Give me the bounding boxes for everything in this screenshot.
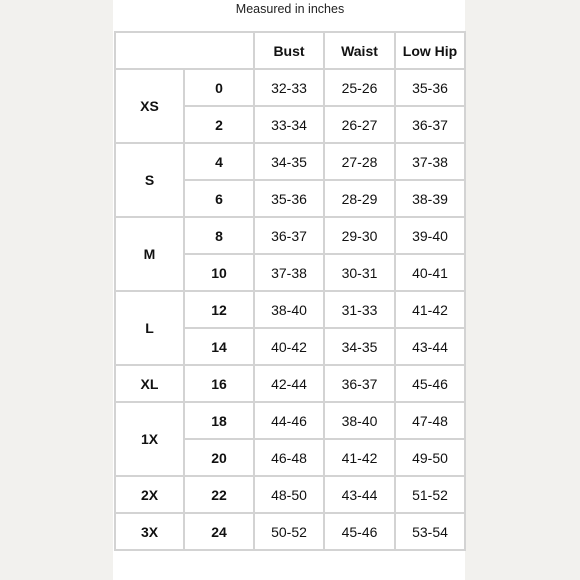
waist-cell: 26-27	[324, 106, 395, 143]
waist-cell: 43-44	[324, 476, 395, 513]
numeric-size-cell: 24	[184, 513, 254, 550]
bust-cell: 34-35	[254, 143, 324, 180]
table-row	[115, 402, 465, 439]
bust-cell: 37-38	[254, 254, 324, 291]
bust-cell: 38-40	[254, 291, 324, 328]
bust-cell: 33-34	[254, 106, 324, 143]
bust-cell: 32-33	[254, 69, 324, 106]
low-hip-cell: 36-37	[395, 106, 465, 143]
numeric-size-cell: 14	[184, 328, 254, 365]
waist-cell: 45-46	[324, 513, 395, 550]
table-row	[115, 365, 465, 402]
low-hip-cell: 37-38	[395, 143, 465, 180]
waist-cell: 27-28	[324, 143, 395, 180]
header-size-cell	[115, 32, 254, 69]
bust-cell: 50-52	[254, 513, 324, 550]
low-hip-cell: 53-54	[395, 513, 465, 550]
size-label-cell: M	[115, 217, 184, 291]
low-hip-cell: 39-40	[395, 217, 465, 254]
numeric-size-cell: 18	[184, 402, 254, 439]
size-label-cell: S	[115, 143, 184, 217]
numeric-size-cell: 4	[184, 143, 254, 180]
bust-cell: 46-48	[254, 439, 324, 476]
low-hip-cell: 43-44	[395, 328, 465, 365]
numeric-size-cell: 10	[184, 254, 254, 291]
size-label-cell: 3X	[115, 513, 184, 550]
header-waist: Waist	[324, 32, 395, 69]
waist-cell: 36-37	[324, 365, 395, 402]
waist-cell: 29-30	[324, 217, 395, 254]
numeric-size-cell: 2	[184, 106, 254, 143]
header-low-hip: Low Hip	[395, 32, 465, 69]
size-label-cell: XL	[115, 365, 184, 402]
waist-cell: 34-35	[324, 328, 395, 365]
waist-cell: 28-29	[324, 180, 395, 217]
low-hip-cell: 47-48	[395, 402, 465, 439]
numeric-size-cell: 20	[184, 439, 254, 476]
numeric-size-cell: 6	[184, 180, 254, 217]
low-hip-cell: 40-41	[395, 254, 465, 291]
numeric-size-cell: 12	[184, 291, 254, 328]
bust-cell: 35-36	[254, 180, 324, 217]
table-row	[115, 217, 465, 254]
waist-cell: 25-26	[324, 69, 395, 106]
size-label-cell: 2X	[115, 476, 184, 513]
bust-cell: 40-42	[254, 328, 324, 365]
header-bust: Bust	[254, 32, 324, 69]
low-hip-cell: 45-46	[395, 365, 465, 402]
low-hip-cell: 38-39	[395, 180, 465, 217]
table-row	[115, 513, 465, 550]
waist-cell: 30-31	[324, 254, 395, 291]
low-hip-cell: 51-52	[395, 476, 465, 513]
waist-cell: 31-33	[324, 291, 395, 328]
waist-cell: 38-40	[324, 402, 395, 439]
bust-cell: 44-46	[254, 402, 324, 439]
low-hip-cell: 49-50	[395, 439, 465, 476]
numeric-size-cell: 0	[184, 69, 254, 106]
table-row	[115, 291, 465, 328]
low-hip-cell: 41-42	[395, 291, 465, 328]
bust-cell: 36-37	[254, 217, 324, 254]
low-hip-cell: 35-36	[395, 69, 465, 106]
size-label-cell: 1X	[115, 402, 184, 476]
table-row	[115, 143, 465, 180]
size-label-cell: XS	[115, 69, 184, 143]
size-chart-body	[115, 69, 465, 550]
table-row	[115, 69, 465, 106]
bust-cell: 42-44	[254, 365, 324, 402]
size-chart-table	[114, 31, 466, 551]
numeric-size-cell: 8	[184, 217, 254, 254]
chart-caption: Measured in inches	[235, 2, 345, 16]
waist-cell: 41-42	[324, 439, 395, 476]
numeric-size-cell: 16	[184, 365, 254, 402]
header-row	[115, 32, 465, 69]
bust-cell: 48-50	[254, 476, 324, 513]
numeric-size-cell: 22	[184, 476, 254, 513]
table-row	[115, 476, 465, 513]
size-label-cell: L	[115, 291, 184, 365]
